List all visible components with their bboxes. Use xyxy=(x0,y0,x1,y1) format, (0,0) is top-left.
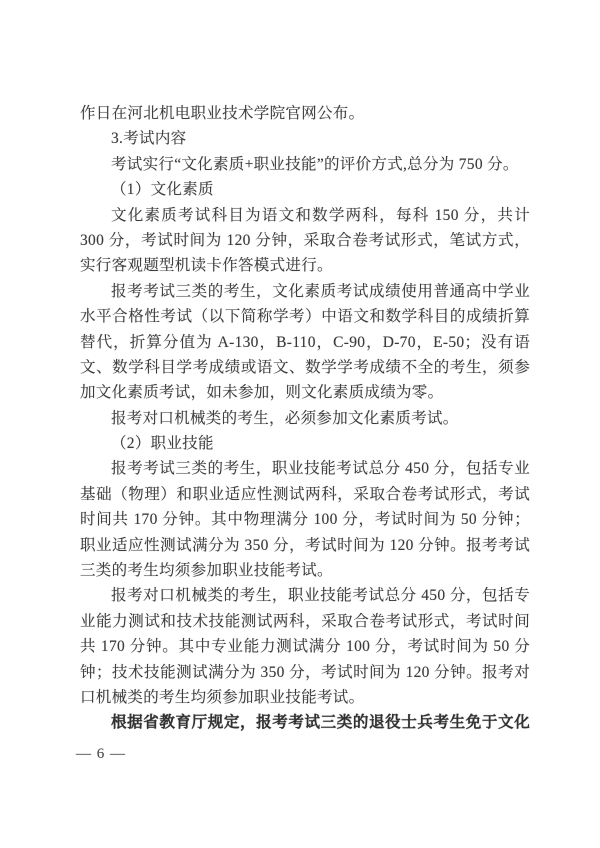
text-line: 3.考试内容 xyxy=(111,130,187,148)
text-line: （1）文化素质 xyxy=(111,181,214,199)
text-line: 考试实行“文化素质+职业技能”的评价方式,总分为 750 分。 xyxy=(111,155,519,173)
text-line: 口机械类的考生均须参加职业技能考试。 xyxy=(80,688,365,706)
text-line: 水平合格性考试（以下简称学考）中语文和数学科目的成绩折算 xyxy=(80,308,530,326)
text-line: 文、数学科目学考成绩或语文、数学学考成绩不全的考生，须参 xyxy=(80,358,530,376)
text-line: 替代，折算分值为 A-130，B-110，C-90，D-70，E-50；没有语 xyxy=(80,333,530,351)
text-line: 文化素质考试科目为语文和数学两科，每科 150 分，共计 xyxy=(111,206,530,224)
text-line: 实行客观题型机读卡作答模式进行。 xyxy=(80,257,333,275)
text-line: 三类的考生均须参加职业技能考试。 xyxy=(80,562,333,580)
text-line: 300 分，考试时间为 120 分钟，采取合卷考试形式，笔试方式， xyxy=(80,231,530,249)
document-body xyxy=(80,101,530,736)
text-line: 根据省教育厅规定，报考考试三类的退役士兵考生免于文化 xyxy=(111,714,530,732)
text-line: 报考对口机械类的考生，必须参加文化素质考试。 xyxy=(111,409,459,427)
text-line: 钟；技术技能测试满分为 350 分，考试时间为 120 分钟。报考对 xyxy=(80,663,530,681)
text-line: 时间共 170 分钟。其中物理满分 100 分，考试时间为 50 分钟； xyxy=(80,511,530,529)
text-line: 报考对口机械类的考生，职业技能考试总分 450 分，包括专 xyxy=(111,587,530,605)
text-line: 加文化素质考试，如未参加，则文化素质成绩为零。 xyxy=(80,384,444,402)
text-line: 业能力测试和技术技能测试两科，采取合卷考试形式，考试时间 xyxy=(80,612,530,630)
text-line: （2）职业技能 xyxy=(111,435,214,453)
text-line: 报考考试三类的考生，职业技能考试总分 450 分，包括专业 xyxy=(111,460,530,478)
page-number: — 6 — xyxy=(76,746,126,762)
text-line: 报考考试三类的考生，文化素质考试成绩使用普通高中学业 xyxy=(111,282,530,300)
text-line: 职业适应性测试满分为 350 分，考试时间为 120 分钟。报考考试 xyxy=(80,536,530,554)
text-line: 基础（物理）和职业适应性测试两科，采取合卷考试形式，考试 xyxy=(80,485,530,503)
text-line: 共 170 分钟。其中专业能力测试满分 100 分，考试时间为 50 分 xyxy=(80,638,530,656)
text-line: 作日在河北机电职业技术学院官网公布。 xyxy=(80,105,365,122)
